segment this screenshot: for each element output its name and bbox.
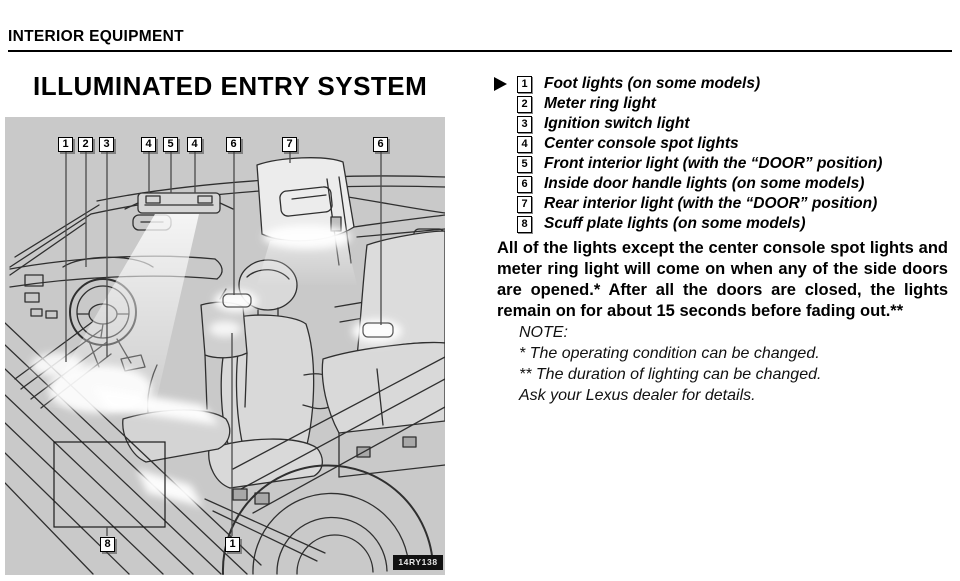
body-paragraph: All of the lights except the center console spot lights and meter ring light will come on when any of the side doors are opened.* After all the doors are closed, the lights remain on for about 15 seconds before fading out.** [497, 239, 948, 320]
callout-box: 4 [141, 137, 156, 152]
note-block [519, 322, 821, 406]
callout-box: 1 [225, 537, 240, 552]
note-line: ** The duration of lighting can be changed. [519, 366, 822, 383]
note-label: NOTE: [519, 324, 568, 341]
legend-number-box: 1 [517, 76, 532, 93]
legend-item [490, 74, 761, 94]
header-rule [8, 50, 952, 52]
callout-box: 3 [99, 137, 114, 152]
legend-number-box: 7 [517, 196, 532, 213]
page-header: INTERIOR EQUIPMENT [8, 28, 184, 45]
legend-item-label: Center console spot lights [544, 135, 739, 152]
interior-diagram [5, 117, 445, 575]
legend-item [490, 214, 806, 234]
legend-item-label: Scuff plate lights (on some models) [544, 215, 806, 232]
legend-item-label: Ignition switch light [544, 115, 690, 132]
legend-number-box: 3 [517, 116, 532, 133]
callout-box: 6 [373, 137, 388, 152]
legend-item [490, 194, 878, 214]
legend-item-label: Front interior light (with the “DOOR” position) [544, 155, 883, 172]
legend-item-label: Rear interior light (with the “DOOR” position) [544, 195, 878, 212]
legend-item-label: Foot lights (on some models) [544, 75, 761, 92]
legend-item-label: Inside door handle lights (on some models) [544, 175, 865, 192]
callout-box: 8 [100, 537, 115, 552]
legend-number-box: 6 [517, 176, 532, 193]
legend-item [490, 94, 656, 114]
callout-box: 6 [226, 137, 241, 152]
legend-number-box: 4 [517, 136, 532, 153]
legend-item [490, 134, 739, 154]
legend-number-box: 8 [517, 216, 532, 233]
legend-list [490, 74, 883, 234]
legend-item [490, 174, 865, 194]
callout-box: 1 [58, 137, 73, 152]
figure-code-label: 14RY138 [393, 555, 443, 570]
callout-box: 7 [282, 137, 297, 152]
legend-item [490, 154, 883, 174]
callout-box: 4 [187, 137, 202, 152]
legend-item-label: Meter ring light [544, 95, 656, 112]
note-line: Ask your Lexus dealer for details. [519, 387, 756, 404]
legend-item [490, 114, 690, 134]
legend-number-box: 5 [517, 156, 532, 173]
note-line: * The operating condition can be changed. [519, 345, 820, 362]
callout-box: 2 [78, 137, 93, 152]
page-title: ILLUMINATED ENTRY SYSTEM [33, 71, 428, 101]
car-interior-illustration [5, 117, 445, 575]
legend-number-box: 2 [517, 96, 532, 113]
pointer-arrow-icon [494, 77, 507, 91]
callout-box: 5 [163, 137, 178, 152]
